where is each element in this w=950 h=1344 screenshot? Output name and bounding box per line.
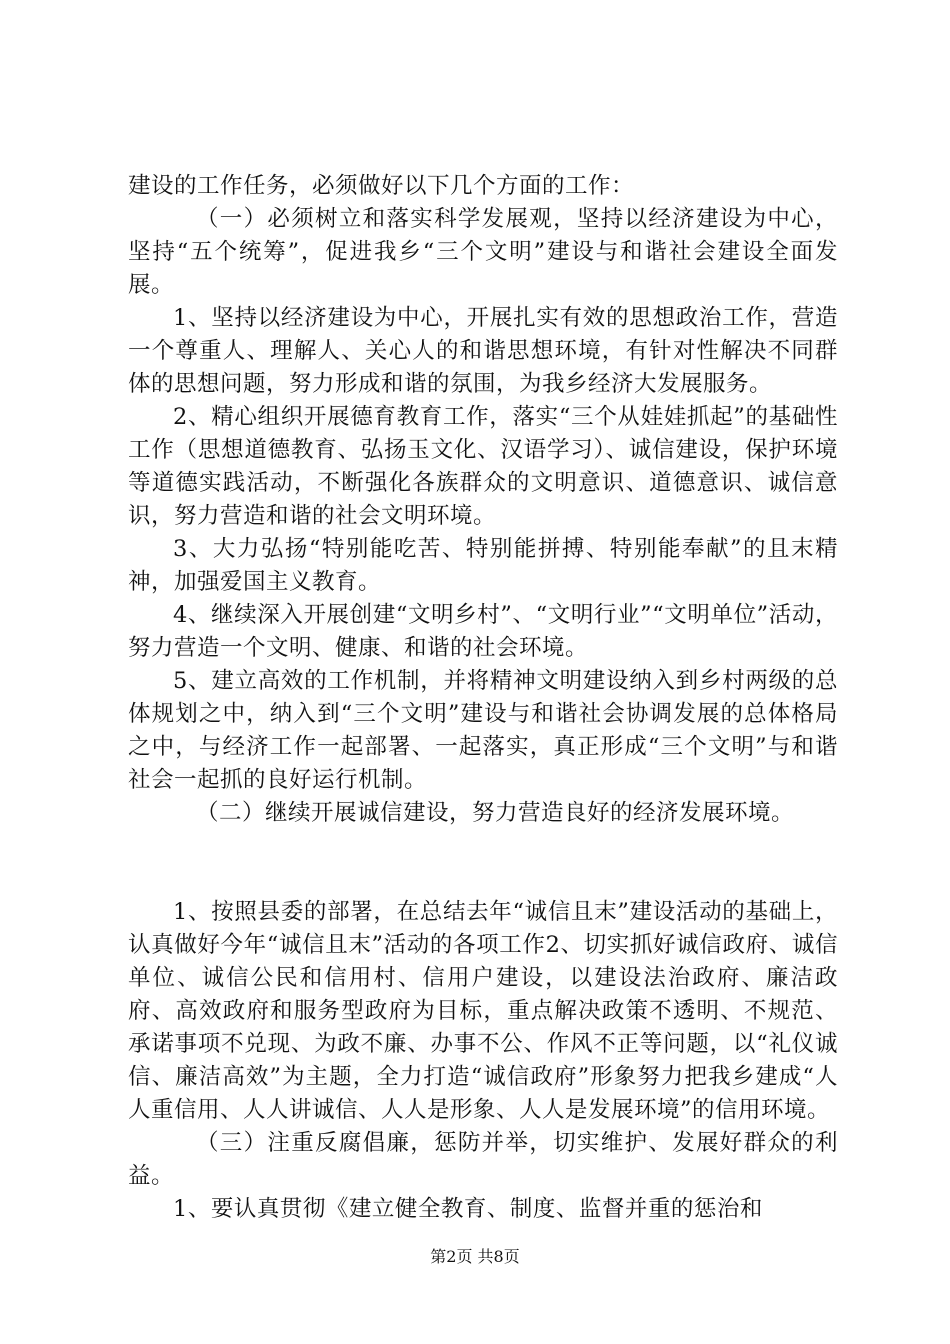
paragraph-item-1-5: 5、建立高效的工作机制，并将精神文明建设纳入到乡村两级的总体规划之中，纳入到“三个文明”建设与和谐社会协调发展的总体格局之中，与经济工作一起部署、一起落实，真正形成“三个文明”与和谐社会一起抓的良好运行机制。	[128, 668, 838, 793]
paragraph-item-1-2: 2、精心组织开展德育教育工作，落实“三个从娃娃抓起”的基础性工作（思想道德教育、弘扬玉文化、汉语学习）、诚信建设，保护环境等道德实践活动，不断强化各族群众的文明意识、道德意识、诚信意识，努力营造和谐的社会文明环境。	[128, 404, 838, 529]
paragraph-item-1-4: 4、继续深入开展创建“文明乡村”、“文明行业”“文明单位”活动，努力营造一个文明、健康、和谐的社会环境。	[128, 602, 838, 661]
blank-space	[128, 830, 838, 896]
section-heading-1: （一）必须树立和落实科学发展观，坚持以经济建设为中心，坚持“五个统筹”，促进我乡“三个文明”建设与和谐社会建设全面发展。	[128, 206, 838, 298]
document-body	[128, 170, 838, 1226]
paragraph-item-2-1: 1、按照县委的部署，在总结去年“诚信且末”建设活动的基础上，认真做好今年“诚信且末”活动的各项工作2、切实抓好诚信政府、诚信单位、诚信公民和信用村、信用户建设，以建设法治政府、廉洁政府、高效政府和服务型政府为目标，重点解决政策不透明、不规范、承诺事项不兑现、为政不廉、办事不公、作风不正等问题，以“礼仪诚信、廉洁高效”为主题，全力打造“诚信政府”形象努力把我乡建成“人人重信用、人人讲诚信、人人是形象、人人是发展环境”的信用环境。	[128, 899, 838, 1123]
page-footer: 第2页 共8页	[430, 1247, 520, 1266]
paragraph-item-1-3: 3、大力弘扬“特别能吃苦、特别能拼搏、特别能奉献”的且末精神，加强爱国主义教育。	[128, 536, 838, 595]
paragraph-item-1-1: 1、坚持以经济建设为中心，开展扎实有效的思想政治工作，营造一个尊重人、理解人、关心人的和谐思想环境，有针对性解决不同群体的思想问题，努力形成和谐的氛围，为我乡经济大发展服务。	[128, 305, 838, 397]
paragraph-continuation: 建设的工作任务，必须做好以下几个方面的工作：	[128, 173, 635, 199]
paragraph-item-3-1: 1、要认真贯彻《建立健全教育、制度、监督并重的惩治和	[173, 1196, 763, 1222]
section-heading-2: （二）继续开展诚信建设，努力营造良好的经济发展环境。	[196, 800, 795, 826]
section-heading-3: （三）注重反腐倡廉，惩防并举，切实维护、发展好群众的利益。	[128, 1130, 838, 1189]
